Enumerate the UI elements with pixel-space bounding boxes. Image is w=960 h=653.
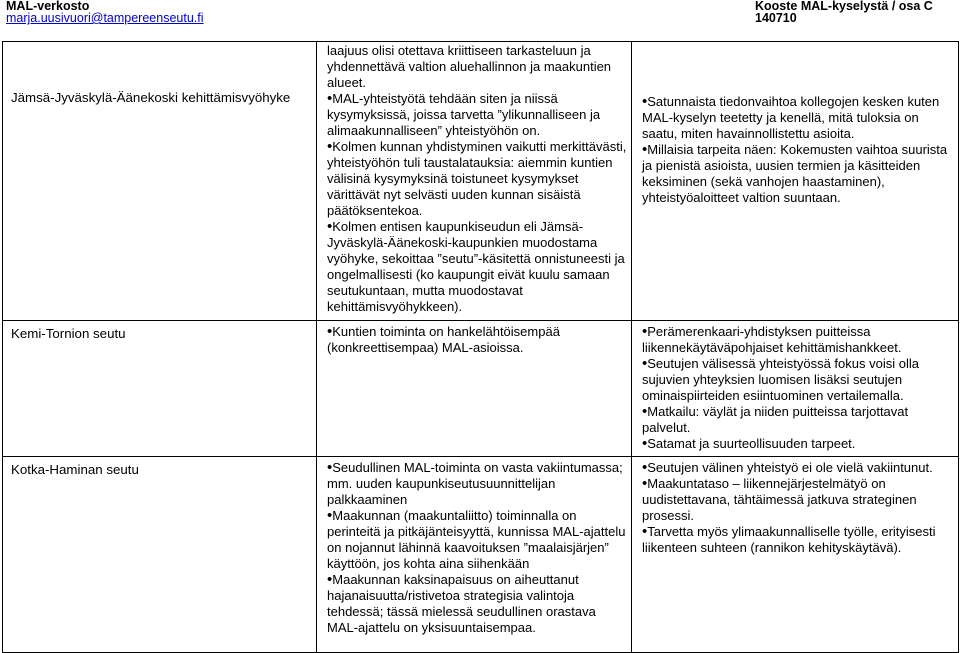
- cell-intro-text: laajuus olisi otettava kriittiseen tarkasteluun ja yhdennettävä valtion aluehallinnon ja maakuntien alueet.: [327, 43, 612, 90]
- list-item: • Millaisia tarpeita näen: Kokemusten vaihtoa suurista ja pienistä asioista, uusien termien ja käsitteiden keksiminen (sekä vanhojen haastaminen), yhteistyöaloitteet valtion suuntaan.: [642, 142, 954, 206]
- list-item: • MAL-yhteistyötä tehdään siten ja niissä kysymyksissä, joissa tarvetta ”ylikunnalliseen ja alimaakunnalliseen” yhteistyöhön on.: [327, 91, 627, 139]
- list-item: • Maakunnan kaksinapaisuus on aiheuttanut hajanaisuutta/ristivetoa strategisia valintoja tehdessä; tässä mielessä seudullinen orastava MAL-ajattelu on yksisuuntaisempaa.: [327, 572, 627, 636]
- list-item: • Tarvetta myös ylimaakunnalliselle työlle, erityisesti liikenteen suhteen (rannikon kehityskäytävä).: [642, 524, 954, 556]
- document-title: Kooste MAL-kyselystä / osa C: [755, 0, 933, 13]
- cooperation-cell: [317, 457, 632, 653]
- page-header-right: [755, 0, 933, 24]
- page-header-left: [6, 0, 204, 24]
- list-item: • Perämerenkaari-yhdistyksen puitteissa liikennekäytäväpohjaiset kehittämishankkeet.: [642, 324, 954, 356]
- list-item: • Kolmen entisen kaupunkiseudun eli Jämsä-Jyväskylä-Äänekoski-kaupunkien muodostama vyöhyke, sekoittaa ”seutu”-käsitettä onnistuneesti ja ongelmallisesti (ko kaupungit eivät kuulu samaan seutukuntaan, mutta muodostavat kehittämisvyöhykkeen).: [327, 219, 627, 315]
- region-cell: [3, 42, 317, 321]
- list-item: • Matkailu: väylät ja niiden puitteissa tarjottavat palvelut.: [642, 404, 954, 436]
- needs-cell: [632, 42, 959, 321]
- survey-summary-table: [2, 41, 959, 653]
- list-item: • Satamat ja suurteollisuuden tarpeet.: [642, 436, 954, 452]
- list-item: • Seudullinen MAL-toiminta on vasta vakiintumassa; mm. uuden kaupunkiseutusuunnittelijan palkkaaminen: [327, 460, 627, 508]
- table-row: [3, 457, 959, 653]
- cooperation-cell: [317, 321, 632, 457]
- region-name: Kemi-Tornion seutu: [11, 326, 126, 341]
- contact-email-link[interactable]: marja.uusivuori@tampereenseutu.fi: [6, 11, 204, 25]
- list-item: • Maakuntataso – liikennejärjestelmätyö on uudistettavana, tähtäimessä jatkuva strateginen prosessi.: [642, 476, 954, 524]
- region-name: Jämsä-Jyväskylä-Äänekoski kehittämisvyöhyke: [11, 90, 291, 105]
- network-name: MAL-verkosto: [6, 0, 90, 13]
- list-item: • Seutujen välinen yhteistyö ei ole vielä vakiintunut.: [642, 460, 954, 476]
- needs-cell: [632, 457, 959, 653]
- document-id: 140710: [755, 11, 797, 25]
- table-row: [3, 321, 959, 457]
- region-cell: [3, 321, 317, 457]
- list-item: • Kuntien toiminta on hankelähtöisempää (konkreettisempaa) MAL-asioissa.: [327, 324, 627, 356]
- list-item: • Maakunnan (maakuntaliitto) toiminnalla on perinteitä ja pitkäjänteisyyttä, kunnissa MAL-ajattelu on nojannut lähinnä kaavoituksen ”maalaisjärjen” käyttöön, jos kohta aina siihenkään: [327, 508, 627, 572]
- cooperation-cell: [317, 42, 632, 321]
- list-item: • Satunnaista tiedonvaihtoa kollegojen kesken kuten MAL-kyselyn teetetty ja kenellä, mitä tuloksia on saatu, miten havainnollistettu asioita.: [642, 94, 954, 142]
- region-cell: [3, 457, 317, 653]
- needs-cell: [632, 321, 959, 457]
- table-row: [3, 42, 959, 321]
- list-item: • Seutujen välisessä yhteistyössä fokus voisi olla sujuvien yhteyksien luomisen lisäksi seutujen ominaispiirteiden esiintuominen vertailemalla.: [642, 356, 954, 404]
- list-item: • Kolmen kunnan yhdistyminen vaikutti merkittävästi, yhteistyöhön tuli taustalatauksia: aiemmin kuntien välisinä kysymyksinä toistuneet kysymykset värittävät nyt selvästi uuden kunnan sisäistä päätöksentekoa.: [327, 139, 627, 219]
- region-name: Kotka-Haminan seutu: [11, 462, 139, 477]
